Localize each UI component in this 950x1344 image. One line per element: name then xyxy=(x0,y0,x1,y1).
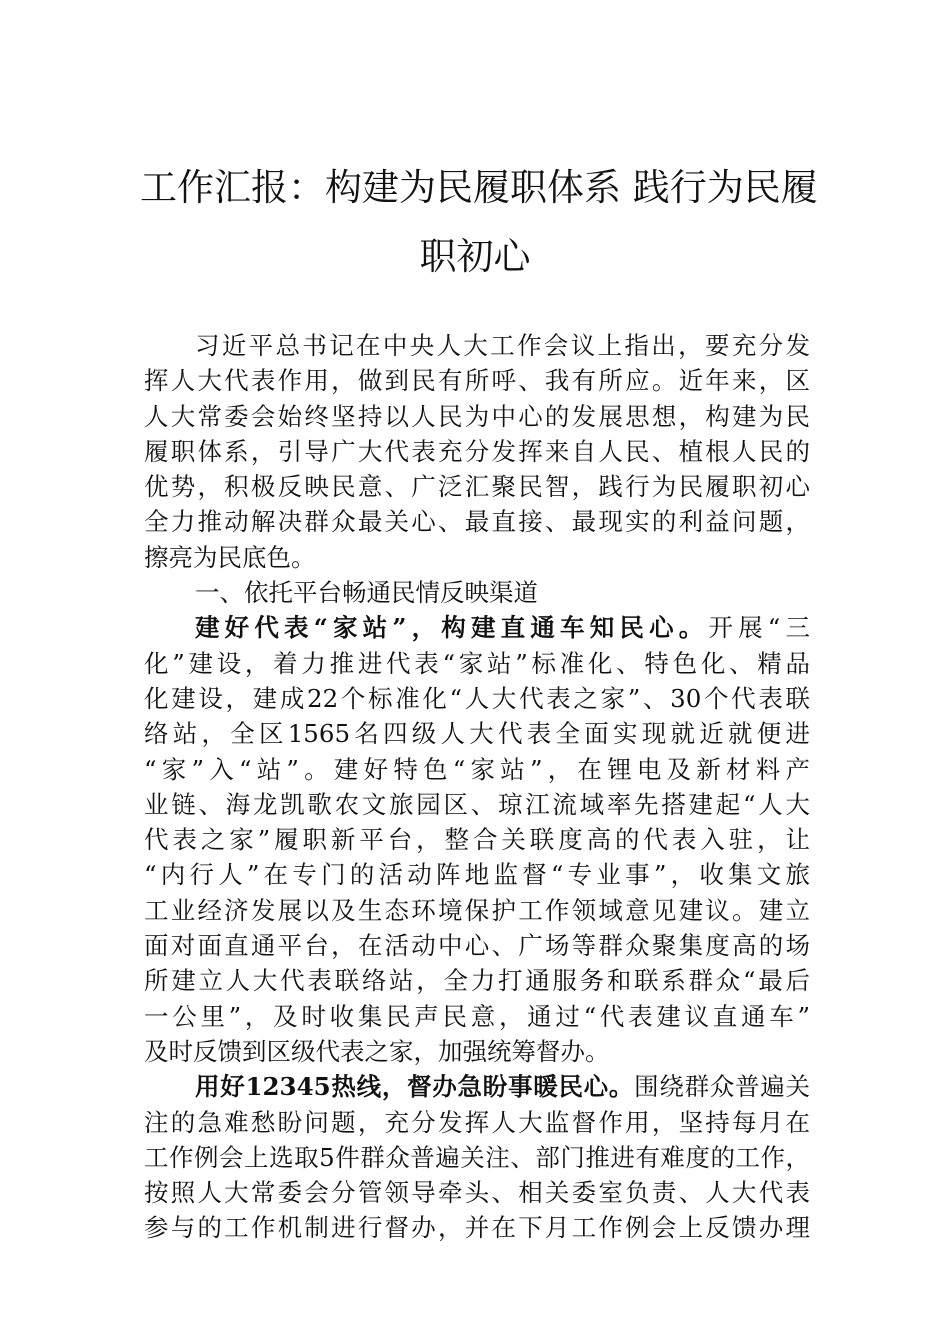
body-line: 业链、海龙凯歌农文旅园区、琼江流域率先搭建起“人大 xyxy=(144,789,810,819)
body-line: 化”建设，着力推进代表“家站”标准化、特色化、精品 xyxy=(144,648,810,678)
body-line: 及时反馈到区级代表之家，加强统筹督办。 xyxy=(144,1036,610,1066)
paragraph-lead-line xyxy=(144,610,810,645)
body-line: 化建设，建成22个标准化“人大代表之家”、30个代表联 xyxy=(144,683,810,713)
paragraph-lead: 建好代表“家站”，构建直通车知民心。 xyxy=(195,613,709,643)
body-line: 习近平总书记在中央人大工作会议上指出，要充分发 xyxy=(195,331,810,360)
body-line: 全力推动解决群众最关心、最直接、最现实的利益问题， xyxy=(144,507,810,537)
document-body xyxy=(144,328,810,1246)
paragraph-lead-line xyxy=(144,1069,810,1104)
body-line: 优势，积极反映民意、广泛汇聚民智，践行为民履职初心 xyxy=(144,472,810,502)
body-line: 络站，全区1565名四级人大代表全面实现就近就便进 xyxy=(144,719,810,749)
body-line: 所建立人大代表联络站，全力打通服务和联系群众“最后 xyxy=(144,966,810,996)
paragraph-lead: 用好12345热线，督办急盼事暖民心。 xyxy=(195,1072,635,1102)
body-line: 挥人大代表作用，做到民有所呼、我有所应。近年来，区 xyxy=(144,366,810,396)
body-line: 一公里”，及时收集民声民意，通过“代表建议直通车” xyxy=(144,1001,810,1031)
body-line: 代表之家”履职新平台，整合关联度高的代表入驻，让 xyxy=(144,825,810,855)
body-text: 围绕群众普遍关 xyxy=(634,1072,811,1102)
document-title-line-2: 职初心 xyxy=(419,235,531,278)
section-heading: 一、依托平台畅通民情反映渠道 xyxy=(195,578,538,608)
body-line: 工业经济发展以及生态环境保护工作领域意见建议。建立 xyxy=(144,895,810,925)
body-line: 履职体系，引导广大代表充分发挥来自人民、植根人民的 xyxy=(144,436,810,466)
body-line: 人大常委会始终坚持以人民为中心的发展思想，构建为民 xyxy=(144,401,810,431)
body-line: 擦亮为民底色。 xyxy=(144,542,316,572)
body-line: “家”入“站”。建好特色“家站”，在锂电及新材料产 xyxy=(144,754,810,784)
body-text: 开展“三 xyxy=(708,613,811,643)
body-line: 注的急难愁盼问题，充分发挥人大监督作用，坚持每月在 xyxy=(144,1107,810,1137)
body-line: 参与的工作机制进行督办，并在下月工作例会上反馈办理 xyxy=(144,1213,810,1243)
body-line: 按照人大常委会分管领导牵头、相关委室负责、人大代表 xyxy=(144,1178,810,1208)
document-title-line-1: 工作汇报：构建为民履职体系 践行为民履 xyxy=(140,166,818,209)
body-line: 工作例会上选取5件群众普遍关注、部门推进有难度的工作， xyxy=(144,1142,810,1172)
body-line: “内行人”在专门的活动阵地监督“专业事”，收集文旅 xyxy=(144,860,810,890)
body-line: 面对面直通平台，在活动中心、广场等群众聚集度高的场 xyxy=(144,931,810,961)
